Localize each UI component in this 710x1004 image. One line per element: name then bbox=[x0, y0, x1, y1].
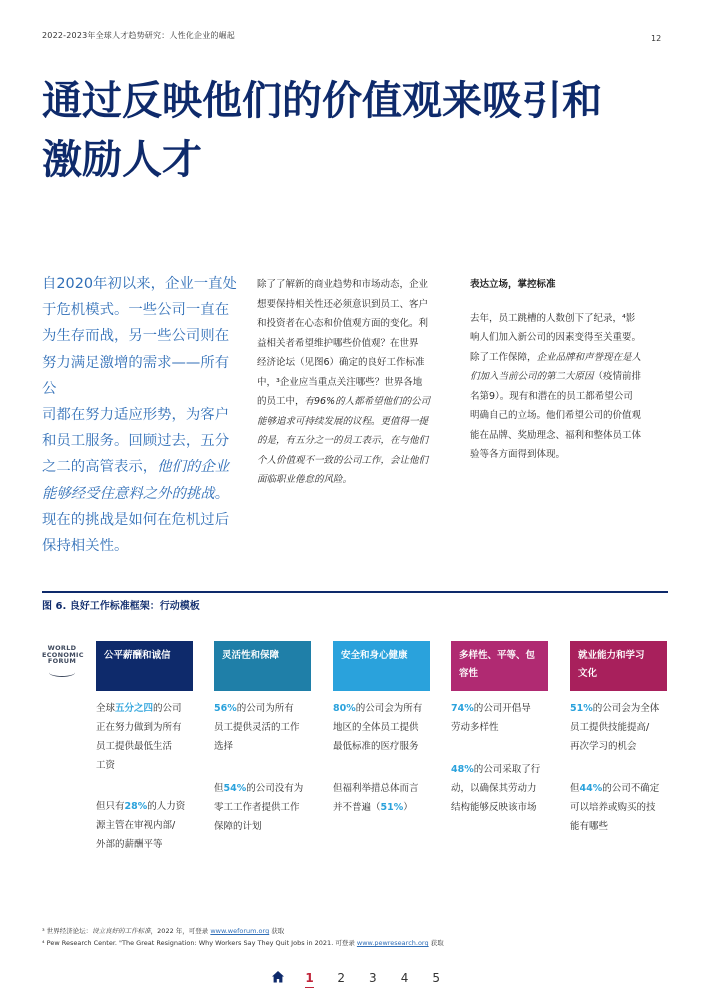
pewresearch-link[interactable]: www.pewresearch.org bbox=[356, 939, 429, 947]
stat-cell bbox=[333, 779, 433, 817]
body-italic: 更值得一提 bbox=[380, 415, 429, 427]
card-title: 安全和身心健康 bbox=[341, 650, 408, 661]
body-line: 想要保持相关性还必须意识到员工、客户 bbox=[257, 298, 429, 310]
body-line: 名第9）。现有和潜在的员工都希望公司 bbox=[470, 390, 633, 402]
body-column-2 bbox=[257, 275, 455, 490]
intro-text: 。 bbox=[214, 485, 230, 502]
footnote-text: ⁴ Pew Research Center. "The Great Resignation: Why Workers Say They Quit Jobs in 2021. 可登录 bbox=[42, 939, 357, 947]
body-text: 的员工中， bbox=[257, 396, 305, 407]
stat-highlight: 74% bbox=[451, 703, 474, 714]
figure-divider bbox=[42, 591, 668, 593]
stat-line bbox=[570, 779, 670, 798]
stat-line: 保障的计划 bbox=[214, 821, 262, 832]
stat-line: 能有哪些 bbox=[570, 821, 609, 832]
intro-line: 现在的挑战是如何在危机过后 bbox=[42, 511, 230, 528]
intro-line: 保持相关性。 bbox=[42, 538, 129, 555]
stat-text: 的公司会为全体 bbox=[592, 703, 660, 714]
stat-line bbox=[451, 699, 551, 718]
stat-text: ） bbox=[403, 802, 413, 813]
page-link-5[interactable]: 5 bbox=[432, 971, 441, 985]
card-title: 灵活性和保障 bbox=[222, 650, 280, 661]
stat-line: 员工提供技能提高/ bbox=[570, 722, 650, 733]
intro-italic: 他们的企业 bbox=[157, 459, 230, 476]
body-italic: 的是，有五分之一的员工表示，在与他们 bbox=[257, 435, 429, 446]
body-line: 和投资者在心态和价值观方面的变化。利 bbox=[257, 318, 429, 329]
footnote-text: 获取 bbox=[428, 939, 444, 947]
stat-line bbox=[96, 797, 196, 816]
stat-highlight: 28% bbox=[124, 801, 148, 812]
stat-text: 但 bbox=[570, 783, 580, 794]
stat-line: 源主管在审视内部/ bbox=[96, 820, 176, 831]
intro-line: 和员工服务。回顾过去，五分 bbox=[42, 433, 230, 450]
body-text: 。 bbox=[371, 415, 381, 427]
page-navigation bbox=[262, 968, 452, 988]
stat-line bbox=[96, 699, 196, 718]
stat-text: 的公司会为所有 bbox=[355, 703, 423, 714]
wef-logo-word: FORUM bbox=[47, 657, 77, 665]
body-line: 除了了解新的商业趋势和市场动态，企业 bbox=[257, 279, 429, 290]
wef-logo bbox=[42, 645, 82, 665]
body-text: （疫情前排 bbox=[593, 371, 642, 382]
stat-text: 并不普遍（ bbox=[333, 802, 381, 813]
footnote-text: 获取 bbox=[269, 927, 285, 935]
body-line: 明确自己的立场。他们希望公司的价值观 bbox=[470, 410, 642, 421]
wef-logo-arc bbox=[49, 668, 75, 677]
stat-highlight: 56% bbox=[214, 703, 237, 714]
page-link-1[interactable] bbox=[294, 971, 326, 985]
stat-cell bbox=[96, 699, 196, 775]
stat-text: 的公司采取了行 bbox=[473, 764, 541, 775]
stat-line bbox=[214, 779, 314, 798]
stat-text: 全球 bbox=[96, 703, 116, 714]
page-link-label: 1 bbox=[305, 971, 313, 988]
title-line-1: 通过反映他们的价值观来吸引和 bbox=[42, 78, 602, 124]
intro-line: 为生存而战，另一些公司则在 bbox=[42, 328, 230, 345]
body-line: 益相关者希望维护哪些价值观？在世界 bbox=[257, 337, 419, 349]
body-text: 除了工作保障， bbox=[470, 351, 537, 363]
body-line: 去年，员工跳槽的人数创下了纪录，⁴影 bbox=[470, 312, 636, 324]
stat-cell bbox=[570, 779, 670, 836]
footnotes bbox=[42, 925, 444, 949]
body-line: 验等各方面得到体现。 bbox=[470, 449, 566, 460]
stat-text: 的人力资 bbox=[147, 801, 186, 812]
stat-line: 结构能够反映该市场 bbox=[451, 802, 537, 813]
home-button[interactable] bbox=[262, 970, 294, 987]
stat-line: 动，以确保其劳动力 bbox=[451, 783, 537, 794]
stat-cell bbox=[570, 699, 670, 756]
stat-highlight: 51% bbox=[570, 703, 593, 714]
body-italic: 们加入当前公司的第二大原因 bbox=[470, 371, 594, 382]
category-card-diversity bbox=[451, 641, 548, 691]
stat-line bbox=[451, 760, 551, 779]
figure-caption: 图 6. 良好工作标准框架：行动模板 bbox=[42, 601, 200, 612]
intro-line bbox=[42, 481, 242, 507]
body-line bbox=[257, 431, 455, 451]
card-title: 文化 bbox=[578, 668, 598, 679]
body-italic: 能够追求可持续发展的议程 bbox=[257, 415, 372, 427]
stat-line: 员工提供灵活的工作 bbox=[214, 722, 300, 733]
wef-logo-word: WORLD bbox=[47, 644, 77, 652]
stat-line: 地区的全体员工提供 bbox=[333, 722, 419, 733]
stat-line: 再次学习的机会 bbox=[570, 741, 637, 752]
stat-line: 可以培养或购买的技 bbox=[570, 802, 656, 813]
stat-line: 最低标准的医疗服务 bbox=[333, 741, 419, 752]
page-link-2[interactable]: 2 bbox=[337, 971, 345, 985]
stat-line: 正在努力做到为所有 bbox=[96, 722, 182, 733]
body-column-3 bbox=[470, 275, 670, 465]
stat-highlight: 80% bbox=[333, 703, 356, 714]
footnote-text: ，2022 年，可登录 bbox=[150, 927, 211, 935]
intro-line: 于危机模式。一些公司一直在 bbox=[42, 302, 230, 319]
page-number: 12 bbox=[651, 34, 662, 43]
intro-line bbox=[42, 454, 242, 480]
stat-cell bbox=[451, 699, 551, 737]
body-line: 中，³企业应当重点关注哪些？世界各地 bbox=[257, 376, 423, 388]
stat-text: 的公司为所有 bbox=[236, 703, 294, 714]
stat-text: 的公司开倡导 bbox=[473, 703, 531, 714]
weforum-link[interactable]: www.weforum.org bbox=[210, 927, 270, 935]
page-title bbox=[42, 72, 662, 190]
stat-line bbox=[570, 699, 670, 718]
stat-highlight: 44% bbox=[579, 783, 603, 794]
body-line bbox=[470, 348, 670, 368]
stat-line: 外部的薪酬平等 bbox=[96, 839, 163, 850]
section-subheading: 表达立场，掌控标准 bbox=[470, 279, 556, 290]
stat-highlight: 五分之四 bbox=[115, 703, 154, 714]
body-line bbox=[470, 367, 670, 387]
body-line bbox=[257, 470, 455, 490]
body-line bbox=[257, 392, 455, 412]
stat-highlight: 48% bbox=[451, 764, 474, 775]
stat-line bbox=[214, 699, 314, 718]
page-link-4[interactable]: 4 bbox=[400, 971, 409, 985]
footnote-italic: 设立良好的工作标准 bbox=[92, 927, 151, 935]
category-card-learning bbox=[570, 641, 667, 691]
stat-line: 但福利举措总体而言 bbox=[333, 783, 419, 794]
footnote-3 bbox=[42, 925, 444, 937]
body-italic: 个人价值观不一致的公司工作，会让他们 bbox=[257, 454, 429, 466]
running-title: 2022-2023年全球人才趋势研究：人性化企业的崛起 bbox=[42, 31, 236, 40]
card-title: 公平薪酬和诚信 bbox=[104, 650, 171, 661]
body-line bbox=[257, 412, 455, 432]
stat-highlight: 54% bbox=[223, 783, 247, 794]
card-title: 容性 bbox=[459, 668, 479, 679]
intro-line: 司都在努力适应形势，为客户 bbox=[42, 407, 230, 424]
body-italic: 面临职业倦怠的风险。 bbox=[257, 474, 353, 485]
stat-cell bbox=[96, 797, 196, 854]
intro-column bbox=[42, 271, 242, 559]
stat-cell bbox=[214, 699, 314, 756]
body-italic: 有96%的人都希望他们的公司 bbox=[304, 396, 431, 407]
title-line-2: 激励人才 bbox=[42, 137, 202, 183]
body-line: 响人们加入新公司的因素变得至关重要。 bbox=[470, 332, 642, 343]
stat-highlight: 51% bbox=[380, 802, 404, 813]
footnote-text: ³ 世界经济论坛： bbox=[42, 927, 93, 935]
stat-line: 零工工作者提供工作 bbox=[214, 802, 300, 813]
stat-line: 劳动多样性 bbox=[451, 722, 499, 733]
category-card-safety bbox=[333, 641, 430, 691]
category-card-fair-pay bbox=[96, 641, 193, 691]
stat-text: 但只有 bbox=[96, 801, 125, 812]
stat-text: 的公司没有为 bbox=[246, 783, 304, 794]
home-icon bbox=[271, 970, 285, 984]
stat-line bbox=[333, 798, 433, 817]
stat-cell bbox=[214, 779, 314, 836]
stat-line: 员工提供最低生活 bbox=[96, 741, 173, 752]
category-card-flexibility bbox=[214, 641, 311, 691]
stat-text: 的公司 bbox=[153, 703, 182, 714]
intro-text: 之二的高管表示， bbox=[42, 459, 158, 476]
body-line: 能在品牌、奖励理念、福利和整体员工体 bbox=[470, 429, 642, 441]
wef-logo-word: ECONOMIC bbox=[42, 650, 84, 659]
stat-line: 选择 bbox=[214, 741, 234, 752]
page-link-3[interactable]: 3 bbox=[369, 971, 377, 985]
body-line bbox=[257, 451, 455, 471]
footnote-4 bbox=[42, 937, 444, 949]
card-title: 多样性、平等、包 bbox=[459, 650, 536, 661]
stat-cell bbox=[333, 699, 433, 756]
stat-cell bbox=[451, 760, 551, 817]
intro-italic: 能够经受住意料之外的挑战 bbox=[42, 485, 215, 502]
stat-text: 但 bbox=[214, 783, 224, 794]
intro-line: 努力满足激增的需求——所有公 bbox=[42, 354, 230, 397]
body-italic: 企业品牌和声誉现在是人 bbox=[536, 351, 642, 363]
stat-text: 的公司不确定 bbox=[602, 783, 660, 794]
card-title: 就业能力和学习 bbox=[578, 650, 645, 661]
stat-line bbox=[333, 699, 433, 718]
stat-line: 工资 bbox=[96, 760, 116, 771]
intro-line: 自2020年初以来，企业一直处 bbox=[42, 276, 237, 292]
body-line: 经济论坛（见图6）确定的良好工作标准 bbox=[257, 357, 425, 368]
